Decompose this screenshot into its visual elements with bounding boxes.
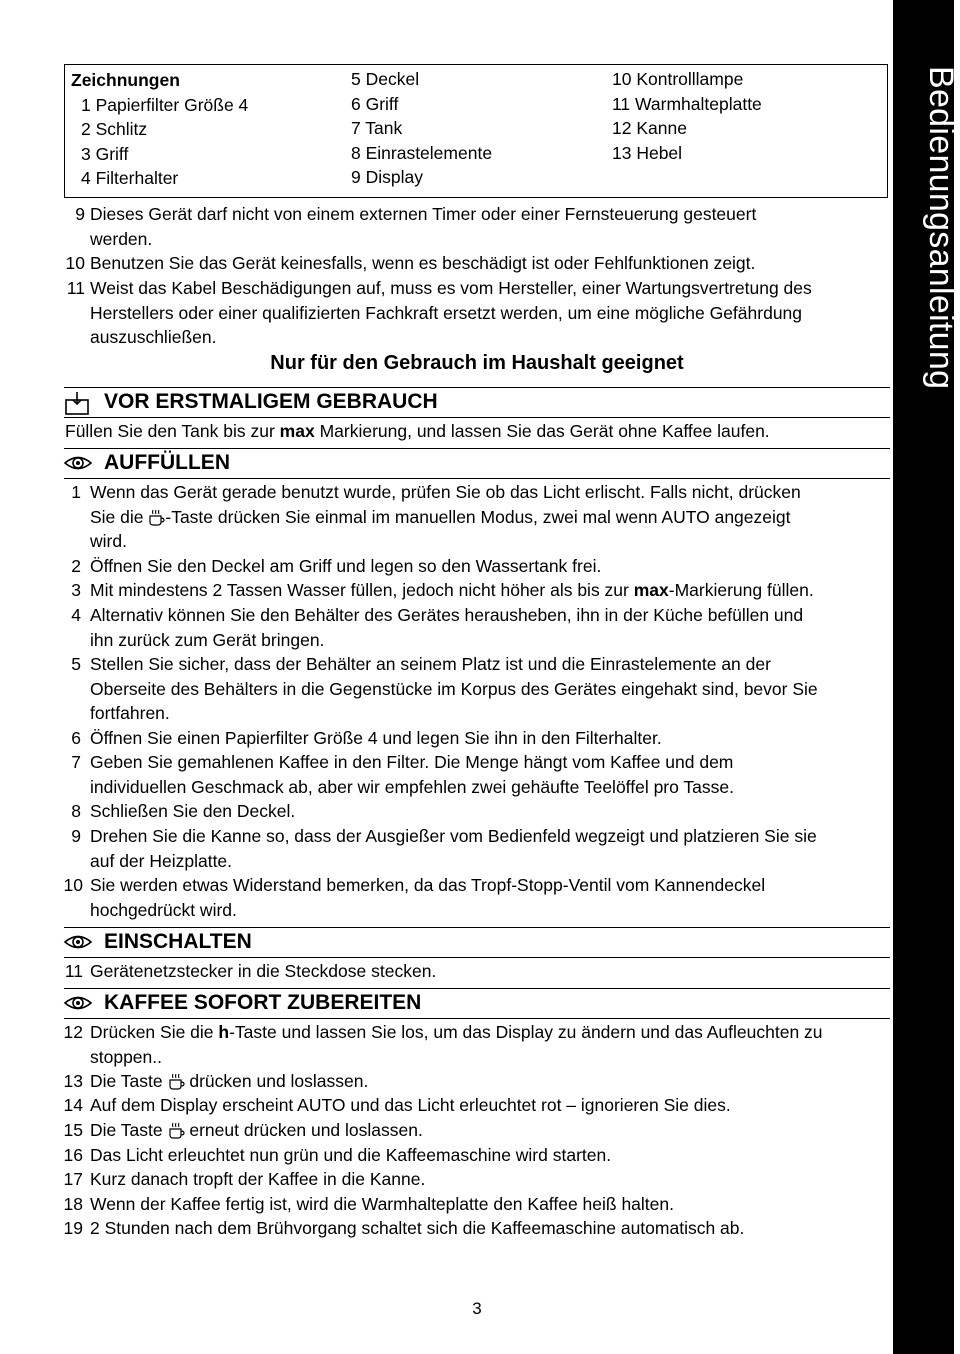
item-text: Das Licht erleuchtet nun grün und die Kaffeemaschine wird starten. bbox=[90, 1145, 612, 1165]
divider bbox=[64, 387, 890, 388]
parts-box bbox=[64, 64, 888, 198]
tank-icon bbox=[64, 390, 92, 416]
text: -Markierung füllen. bbox=[668, 580, 814, 600]
text: Sie die bbox=[90, 506, 149, 527]
section-title-power-on: EINSCHALTEN bbox=[104, 930, 252, 953]
item-text: Gerätenetzstecker in die Steckdose stecken. bbox=[90, 961, 437, 981]
item-number: 15 bbox=[63, 1120, 83, 1140]
item-text: Wenn das Gerät gerade benutzt wurde, prüfen Sie ob das Licht erlischt. Falls nicht, drücken bbox=[90, 482, 801, 502]
item-number: 6 bbox=[71, 728, 81, 748]
household-note: Nur für den Gebrauch im Haushalt geeignet bbox=[270, 352, 684, 374]
item-number: 3 bbox=[71, 580, 81, 600]
part-item: 8 Einrastelemente bbox=[351, 142, 493, 163]
text: Die Taste bbox=[90, 1120, 168, 1140]
item-text bbox=[90, 505, 791, 530]
item-number: 19 bbox=[63, 1218, 83, 1238]
section-title-brew-now: KAFFEE SOFORT ZUBEREITEN bbox=[104, 991, 422, 1014]
part-item: 6 Griff bbox=[351, 93, 399, 114]
item-text: Herstellers oder einer qualifizierten Fachkraft ersetzt werden, um eine mögliche Gefährdung bbox=[90, 302, 803, 323]
part-item: 3 Griff bbox=[81, 143, 129, 164]
text-bold: max bbox=[279, 421, 315, 441]
item-text: Wenn der Kaffee fertig ist, wird die Warmhalteplatte den Kaffee heiß halten. bbox=[90, 1194, 674, 1214]
item-text bbox=[90, 1118, 423, 1143]
page-number: 3 bbox=[472, 1299, 482, 1318]
text: drücken und loslassen. bbox=[184, 1071, 369, 1091]
text: erneut drücken und loslassen. bbox=[184, 1120, 423, 1140]
item-text: stoppen.. bbox=[90, 1046, 162, 1067]
item-text: Alternativ können Sie den Behälter des Gerätes herausheben, ihn in der Küche befüllen und bbox=[90, 605, 804, 625]
divider bbox=[64, 957, 890, 958]
item-number: 12 bbox=[63, 1022, 83, 1042]
item-number: 9 bbox=[71, 826, 81, 846]
item-text: 2 Stunden nach dem Brühvorgang schaltet sich die Kaffeemaschine automatisch ab. bbox=[90, 1218, 745, 1238]
part-item: 2 Schlitz bbox=[81, 119, 148, 140]
sidebar-title: Bedienungsanleitung bbox=[922, 66, 960, 390]
item-text: Stellen Sie sicher, dass der Behälter an seinem Platz ist und die Einrastelemente an der bbox=[90, 654, 771, 674]
text: Mit mindestens 2 Tassen Wasser füllen, jedoch nicht höher als bis zur bbox=[90, 580, 634, 600]
item-number: 13 bbox=[63, 1071, 83, 1091]
item-text: auszuschließen. bbox=[90, 327, 217, 348]
item-number: 16 bbox=[63, 1145, 83, 1165]
item-text: hochgedrückt wird. bbox=[90, 899, 237, 920]
part-item: 9 Display bbox=[351, 167, 423, 188]
divider bbox=[64, 988, 890, 989]
item-text: individuellen Geschmack ab, aber wir empfehlen zwei gehäufte Teelöffel pro Tasse. bbox=[90, 776, 734, 797]
eye-icon bbox=[64, 932, 92, 952]
item-text: Benutzen Sie das Gerät keinesfalls, wenn es beschädigt ist oder Fehlfunktionen zeigt. bbox=[90, 253, 756, 273]
divider bbox=[64, 417, 890, 418]
item-text bbox=[90, 1069, 368, 1094]
parts-box-title: Zeichnungen bbox=[71, 70, 180, 90]
part-item: 5 Deckel bbox=[351, 69, 420, 89]
item-text: auf der Heizplatte. bbox=[90, 850, 233, 871]
text: Markierung, und lassen Sie das Gerät ohne Kaffee laufen. bbox=[314, 421, 770, 441]
item-text: wird. bbox=[90, 531, 127, 552]
item-number: 2 bbox=[71, 556, 81, 576]
item-text: Weist das Kabel Beschädigungen auf, muss es vom Hersteller, einer Wartungsvertretung des bbox=[90, 278, 812, 298]
parts-col-2 bbox=[351, 67, 492, 190]
coffee-cup-icon bbox=[148, 508, 165, 526]
text: Füllen Sie den Tank bis zur bbox=[65, 421, 280, 441]
section-title-first-use: VOR ERSTMALIGEM GEBRAUCH bbox=[104, 390, 438, 413]
item-number: 8 bbox=[71, 801, 81, 821]
item-text: ihn zurück zum Gerät bringen. bbox=[90, 629, 325, 650]
text: Die Taste bbox=[90, 1071, 168, 1091]
item-text: Dieses Gerät darf nicht von einem externen Timer oder einer Fernsteuerung gesteuert bbox=[90, 204, 757, 224]
item-number: 10 bbox=[63, 875, 83, 895]
coffee-cup-icon bbox=[168, 1121, 185, 1139]
item-text: Öffnen Sie einen Papierfilter Größe 4 und legen Sie ihn in den Filterhalter. bbox=[90, 728, 662, 748]
item-number: 11 bbox=[64, 961, 83, 981]
item-number: 7 bbox=[71, 752, 81, 772]
item-text: Sie werden etwas Widerstand bemerken, da das Tropf-Stopp-Ventil vom Kannendeckel bbox=[90, 875, 766, 895]
item-text: Öffnen Sie den Deckel am Griff und legen so den Wassertank frei. bbox=[90, 556, 602, 576]
item-number: 11 bbox=[66, 278, 85, 298]
text: -Taste und lassen Sie los, um das Display zu ändern und das Aufleuchten zu bbox=[229, 1022, 823, 1042]
item-number: 17 bbox=[63, 1169, 83, 1189]
item-number: 1 bbox=[71, 482, 81, 502]
eye-icon bbox=[64, 993, 92, 1013]
item-text: Auf dem Display erscheint AUTO und das Licht erleuchtet rot – ignorieren Sie dies. bbox=[90, 1095, 731, 1115]
item-text: Kurz danach tropft der Kaffee in die Kanne. bbox=[90, 1169, 426, 1189]
item-number: 5 bbox=[71, 654, 81, 674]
item-text: Drehen Sie die Kanne so, dass der Ausgießer vom Bedienfeld wegzeigt und platzieren Sie sie bbox=[90, 826, 817, 846]
text-bold: h bbox=[218, 1022, 230, 1042]
part-item: 7 Tank bbox=[351, 118, 403, 139]
part-item: 12 Kanne bbox=[612, 118, 687, 139]
eye-icon bbox=[64, 453, 92, 473]
parts-col-3 bbox=[612, 67, 762, 165]
item-text: fortfahren. bbox=[90, 703, 170, 724]
item-text: werden. bbox=[90, 228, 153, 249]
coffee-cup-icon bbox=[168, 1072, 185, 1090]
divider bbox=[64, 927, 890, 928]
item-number: 4 bbox=[71, 605, 81, 625]
part-item: 1 Papierfilter Größe 4 bbox=[81, 94, 249, 115]
parts-col-1 bbox=[71, 68, 248, 191]
part-item: 10 Kontrolllampe bbox=[612, 69, 744, 89]
section-title-fill: AUFFÜLLEN bbox=[104, 451, 230, 474]
divider bbox=[64, 478, 890, 479]
item-text: Schließen Sie den Deckel. bbox=[90, 801, 296, 821]
item-text bbox=[90, 1020, 823, 1045]
item-text: Oberseite des Behälters in die Gegenstücke im Korpus des Gerätes eingehakt sind, bevor Sie bbox=[90, 678, 818, 699]
item-number: 18 bbox=[63, 1194, 83, 1214]
item-text: Geben Sie gemahlenen Kaffee in den Filter. Die Menge hängt vom Kaffee und dem bbox=[90, 752, 734, 772]
item-number: 9 bbox=[75, 204, 85, 224]
first-use-text bbox=[65, 419, 770, 444]
text: -Taste drücken Sie einmal im manuellen Modus, zwei mal wenn AUTO angezeigt bbox=[165, 506, 791, 527]
part-item: 11 Warmhalteplatte bbox=[612, 93, 762, 114]
part-item: 4 Filterhalter bbox=[81, 168, 179, 189]
item-text bbox=[90, 578, 814, 603]
item-number: 10 bbox=[65, 253, 85, 273]
text-bold: max bbox=[633, 580, 669, 600]
divider bbox=[64, 1018, 890, 1019]
part-item: 13 Hebel bbox=[612, 142, 683, 163]
item-number: 14 bbox=[63, 1095, 83, 1115]
divider bbox=[64, 448, 890, 449]
text: Drücken Sie die bbox=[90, 1022, 219, 1042]
